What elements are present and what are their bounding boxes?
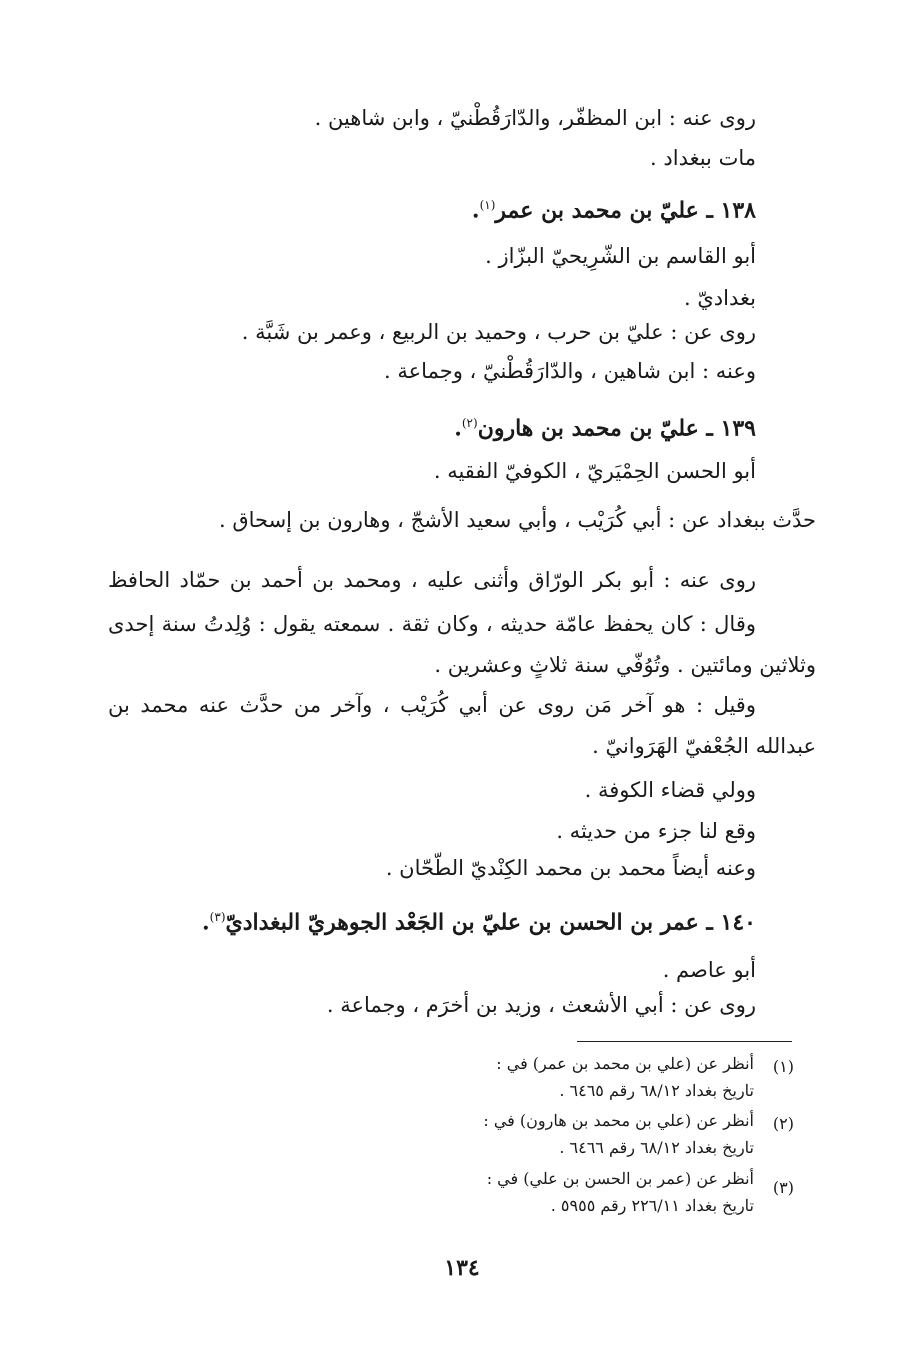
heading-period: .	[454, 415, 462, 442]
footnote-marker: (٣)	[209, 910, 226, 924]
text-line: أبو الحسن الحِمْيَريّ ، الكوفيّ الفقيه .	[433, 459, 756, 483]
footnote-line: تاريخ بغداد ٦٨/١٢ رقم ٦٤٦٥ .	[559, 1081, 754, 1100]
text-line: أبو عاصم .	[662, 958, 756, 982]
text-line: وعنه أيضاً محمد بن محمد الكِنْديّ الطّحّان .	[385, 856, 756, 880]
text-line: وعنه : ابن شاهين ، والدّارَقُطْنيّ ، وجماعة .	[384, 359, 756, 383]
entry-heading-text: ١٣٨ ـ عليّ بن محمد بن عمر	[495, 197, 756, 224]
footnote-number: (١)	[772, 1057, 794, 1076]
page-number: ١٣٤	[444, 1255, 480, 1281]
text-line: وثلاثين ومائتين . وتُوُفّي سنة ثلاثٍ وعشرين .	[434, 653, 816, 677]
footnote-number: (٣)	[772, 1178, 794, 1197]
text-line: وقال : كان يحفظ عامّة حديثه ، وكان ثقة . سمعته يقول : وُلِدتُ سنة إحدى	[108, 612, 756, 636]
heading-period: .	[471, 197, 480, 224]
footnote-line: أنظر عن (علي بن محمد بن هارون) في :	[483, 1111, 754, 1130]
footnote-line: تاريخ بغداد ٢٢٦/١١ رقم ٥٩٥٥ .	[550, 1196, 754, 1215]
text-line: حدَّث ببغداد عن : أبي كُرَيْب ، وأبي سعيد الأشجّ ، وهارون بن إسحاق .	[218, 508, 816, 532]
text-line: مات ببغداد .	[650, 146, 756, 170]
text-line: روى عن : عليّ بن حرب ، وحميد بن الربيع ، وعمر بن شَبَّة .	[241, 320, 756, 344]
entry-heading-138	[472, 190, 756, 225]
text-line: روى عنه : ابن المظفّر، والدّارَقُطْنيّ ، وابن شاهين .	[314, 106, 756, 130]
text-line: عبدالله الجُعْفيّ الهَرَوانيّ .	[592, 734, 816, 758]
text-line: وولي قضاء الكوفة .	[584, 778, 756, 802]
entry-heading-139	[454, 408, 756, 443]
text-line: وقيل : هو آخر مَن روى عن أبي كُرَيْب ، وآخر من حدَّث عنه محمد بن	[108, 693, 756, 717]
footnote-line: أنظر عن (علي بن محمد بن عمر) في :	[496, 1054, 754, 1073]
text-line: أبو القاسم بن الشّرِيحيّ البزّاز .	[485, 244, 756, 268]
entry-heading-140	[202, 902, 756, 937]
footnote-marker: (٢)	[461, 416, 478, 430]
heading-period: .	[202, 909, 210, 936]
entry-heading-text: ١٤٠ ـ عمر بن الحسن بن عليّ بن الجَعْد الجوهريّ البغداديّ	[225, 909, 756, 936]
text-line: وقع لنا جزء من حديثه .	[556, 819, 756, 843]
footnote-line: تاريخ بغداد ٦٨/١٢ رقم ٦٤٦٦ .	[559, 1138, 754, 1157]
footnote-number: (٢)	[772, 1114, 794, 1133]
entry-heading-text: ١٣٩ ـ عليّ بن محمد بن هارون	[477, 415, 756, 442]
footnote-divider	[577, 1041, 792, 1042]
footnote-line: أنظر عن (عمر بن الحسن بن علي) في :	[486, 1169, 754, 1188]
footnote-marker: (١)	[479, 198, 496, 212]
text-line: روى عنه : أبو بكر الورّاق وأثنى عليه ، ومحمد بن أحمد بن حمّاد الحافظ	[108, 568, 756, 592]
text-line: روى عن : أبي الأشعث ، وزيد بن أخرَم ، وجماعة .	[326, 993, 756, 1017]
text-line: بغداديّ .	[684, 286, 756, 310]
